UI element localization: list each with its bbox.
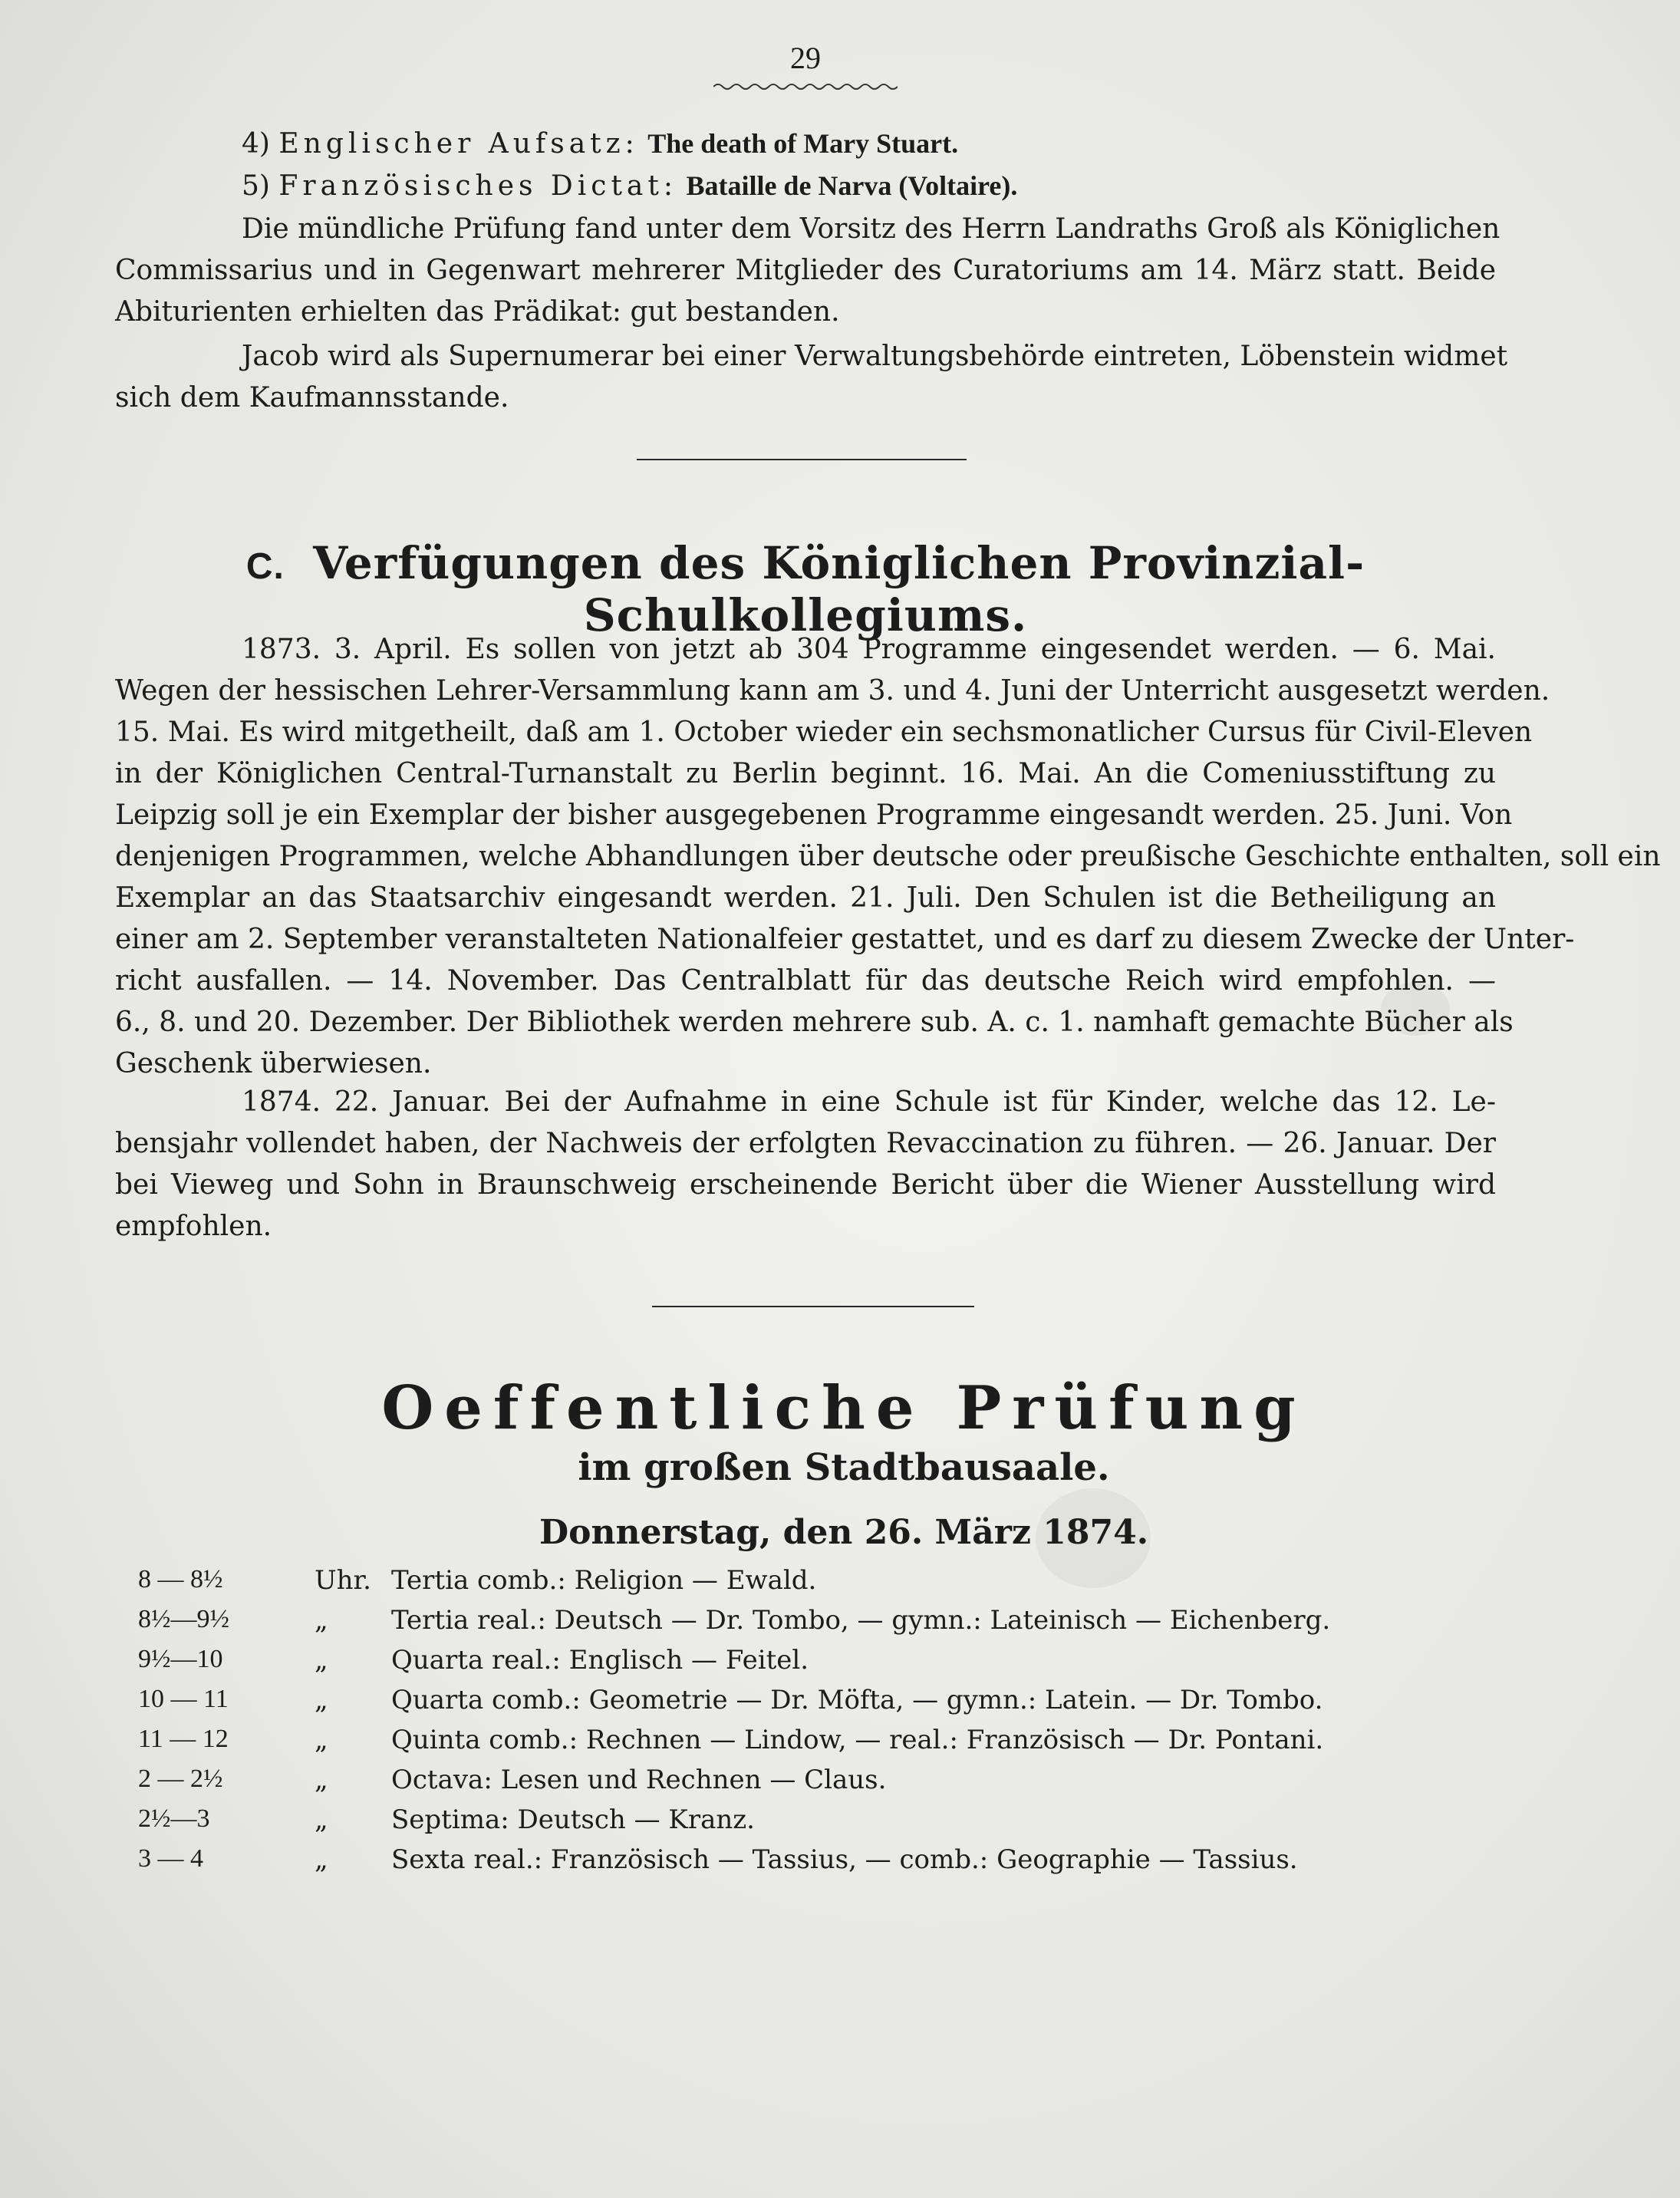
exam-paragraph: Die mündliche Prüfung fand unter dem Vorsitz des Herrn Landraths Groß als Königlichen Commissarius und in Gegenwart mehrerer Mitglieder des Curatoriums am 14. März statt. Beide Abiturienten erhielten das Prädikat: gut bestanden. — [115, 213, 1500, 328]
exam-title: Oeffentliche Prüfung — [381, 1373, 1306, 1443]
paragraph-1874: 1874. 22. Januar. Bei der Aufnahme in eine Schule ist für Kinder, welche das 12. Le- bensjahr vollendet haben, der Nachweis der erfolgten Revaccination zu führen. — 26. Januar. Der bei Vieweg und Sohn in Braunschweig erscheinende Bericht über die Wiener Ausstellung wird empfohlen. — [115, 1086, 1496, 1242]
list-item: 5) Französisches Dictat: Bataille de Narva (Voltaire). — [242, 170, 1018, 202]
section-rule — [637, 459, 967, 460]
exam-date: Donnerstag, den 26. März 1874. — [539, 1513, 1149, 1552]
document-page: 29 4) Englischer Aufsatz: The death of Mary Stuart. 5) Französisches Dictat: Bataille de Narva (Voltaire). Die mündliche Prüfung fand unter dem Vorsitz des Herrn Landraths Groß als Königlichen Commissarius und in Gegenwart mehrerer Mitglieder des Curatoriums am 14. März statt. Beide Abiturienten erhielten das Prädikat: gut bestanden. Jacob wird als Supernumerar bei einer Verwaltungsbehörde eintreten, Löbenstein widmet sich dem Kaufmannsstande. C. Verfügungen des Königlichen Provinzial-Schulkollegiums. 1873. 3. April. Es sollen von jetzt ab 304 Programme eingesendet werden. — 6. Mai. Wegen der hessischen Lehrer-Versammlung kann am 3. und 4. Juni der Unterricht ausgesetzt werden. 15. Mai. Es wird mitgetheilt, daß am 1. October wieder ein sechsmonatlicher Cursus für Civil-Eleven in der Königlichen Central-Turnanstalt zu Berlin beginnt. 16. Mai. An die Comeniusstiftung zu Leipzig soll je ein Exemplar der bisher ausgegebenen Programme eingesandt werden. 25. Juni. Von denjenigen Programmen, welche Abhandlungen über deutsche oder preußische Geschichte enthalten, soll ein Exemplar an das Staatsarchiv eingesandt werden. 21. Juli. Den Schulen ist die Betheiligung an einer am 2. September veranstalteten Nationalfeier gestattet, und es darf zu diesem Zwecke der Unter- richt ausfallen. — 14. November. Das Centralblatt für das deutsche Reich wird empfohlen. — 6., 8. und 20. Dezember. Der Bibliothek werden mehrere sub. A. c. 1. namhaft gemachte Bücher als Geschenk überwiesen. 1874. 22. Januar. Bei der Aufnahme in eine Schule ist für Kinder, welche das 12. Le- bensjahr vollendet haben, der Nachweis der erfolgten Revaccination zu führen. — 26. Januar. Der bei Vieweg und Sohn in Braunschweig erscheinende Bericht über die Wiener Ausstellung wird empfohlen. Oeffentliche Prüfung im großen Stadtbausaale. Donnerstag, den 26. März 1874. 8 — 8½ Uhr. Tertia comb.: Religion — Ewald. 8½—9½ „ Tertia real.: Deutsch — Dr. Tombo, — gymn.: Lateinisch — Eichenberg. 9½—10 „ Quarta real.: Englisch — Feitel. 10 — 11 „ Quarta comb.: Geometrie — Dr. Möfta, — gymn.: Latein. — Dr. Tombo. 11 — 12 „ Quinta comb.: Rechnen — Lindow, — real.: Französisch — Dr. Pontani. 2 — 2½ „ Octava: Lesen und Rechnen — Claus. 2½—3 „ Septima: Deutsch — Kranz. 3 — 4 „ Sexta real.: Französisch — Tassius, — comb.: Geographie — Tassius. — [0, 0, 1680, 2198]
section-rule — [652, 1306, 974, 1307]
paragraph-1873: 1873. 3. April. Es sollen von jetzt ab 304 Programme eingesendet werden. — 6. Mai. Wegen der hessischen Lehrer-Versammlung kann am 3. und 4. Juni der Unterricht ausgesetzt werden. 15. Mai. Es wird mitgetheilt, daß am 1. October wieder ein sechsmonatlicher Cursus für Civil-Eleven in der Königlichen Central-Turnanstalt zu Berlin beginnt. 16. Mai. An die Comeniusstiftung zu Leipzig soll je ein Exemplar der bisher ausgegebenen Programme eingesandt werden. 25. Juni. Von denjenigen Programmen, welche Abhandlungen über deutsche oder preußische Geschichte enthalten, soll ein Exemplar an das Staatsarchiv eingesandt werden. 21. Juli. Den Schulen ist die Betheiligung an einer am 2. September veranstalteten Nationalfeier gestattet, und es darf zu diesem Zwecke der Unter- richt ausfallen. — 14. November. Das Centralblatt für das deutsche Reich wird empfohlen. — 6., 8. und 20. Dezember. Der Bibliothek werden mehrere sub. A. c. 1. namhaft gemachte Bücher als Geschenk überwiesen. — [115, 634, 1661, 1079]
section-c-heading: C. Verfügungen des Königlichen Provinzial-Schulkollegiums. — [245, 537, 1365, 641]
exam-subtitle: im großen Stadtbausaale. — [578, 1446, 1110, 1489]
career-paragraph: Jacob wird als Supernumerar bei einer Verwaltungsbehörde eintreten, Löbenstein widmet sich dem Kaufmannsstande. — [115, 341, 1508, 414]
ornament-divider — [713, 81, 898, 92]
page-number: 29 — [790, 41, 821, 75]
list-item: 4) Englischer Aufsatz: The death of Mary Stuart. — [242, 128, 959, 160]
top-list — [115, 123, 1496, 207]
